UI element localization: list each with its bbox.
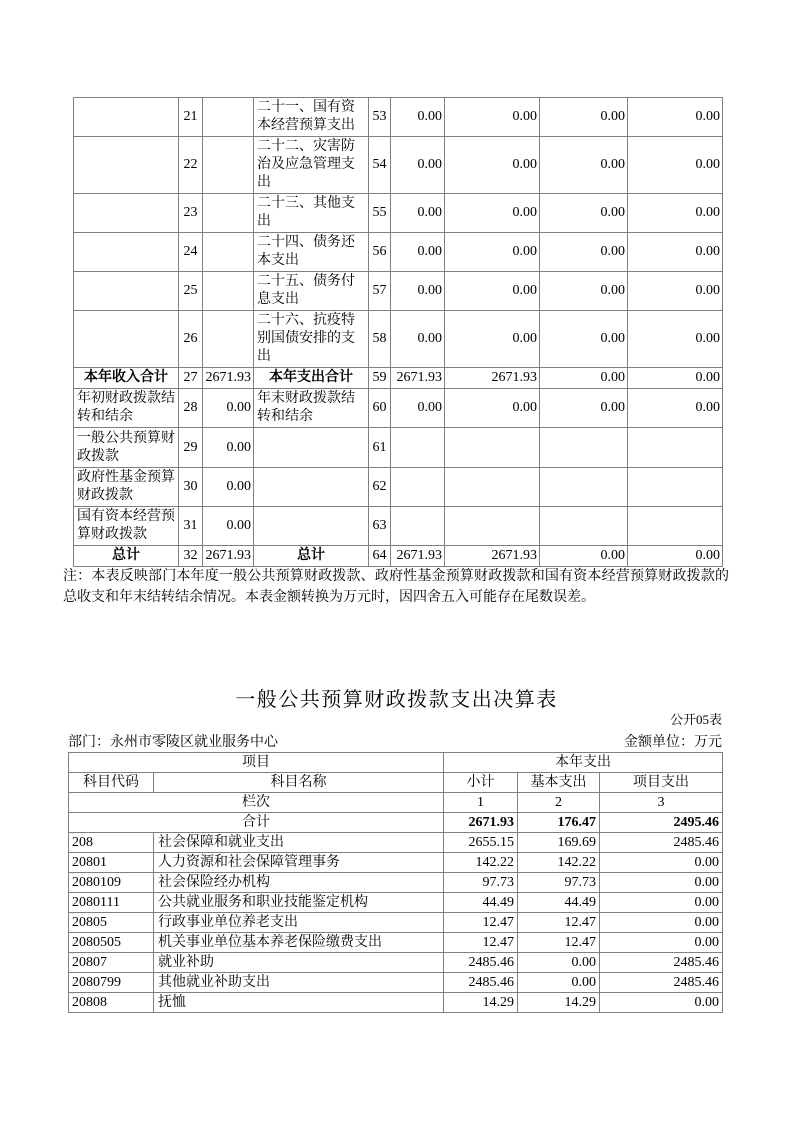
total-income-row: [74, 368, 723, 389]
income-amount-cell: 2671.93: [203, 546, 254, 567]
department-label: 部门：永州市零陵区就业服务中心: [68, 735, 278, 750]
table-row: [69, 913, 723, 933]
expense-line-cell: 61: [369, 428, 391, 468]
basic-header-cell: 基本支出: [518, 773, 600, 793]
total-basic-cell: 176.47: [518, 813, 600, 833]
income-item-cell: [74, 98, 179, 137]
table-row: [74, 311, 723, 368]
general-budget-cell: 0.00: [445, 194, 540, 233]
income-line-cell: 25: [179, 272, 203, 311]
subject-name-cell: 机关事业单位基本养老保险缴费支出: [154, 933, 444, 953]
income-amount-cell: 0.00: [203, 468, 254, 507]
expense-line-cell: 55: [369, 194, 391, 233]
grand-total-row: [74, 546, 723, 567]
expense-item-cell: 二十六、抗疫特别国债安排的支出: [254, 311, 369, 368]
expense-total-cell: 0.00: [391, 194, 445, 233]
govt-fund-cell: 0.00: [540, 233, 628, 272]
general-budget-cell: [445, 507, 540, 546]
expense-line-cell: 56: [369, 233, 391, 272]
expense-total-cell: 2671.93: [391, 546, 445, 567]
table-row: [74, 468, 723, 507]
subject-code-cell: 2080799: [69, 973, 154, 993]
table-row: [69, 933, 723, 953]
income-line-cell: 22: [179, 137, 203, 194]
govt-fund-cell: 0.00: [540, 546, 628, 567]
income-item-cell: 国有资本经营预算财政拨款: [74, 507, 179, 546]
income-amount-cell: 2671.93: [203, 368, 254, 389]
subject-name-cell: 公共就业服务和职业技能鉴定机构: [154, 893, 444, 913]
govt-fund-cell: 0.00: [540, 194, 628, 233]
state-capital-cell: 0.00: [628, 368, 723, 389]
subtotal-cell: 2485.46: [444, 953, 518, 973]
income-amount-cell: [203, 194, 254, 233]
expense-item-cell: 二十四、债务还本支出: [254, 233, 369, 272]
expense-total-cell: 0.00: [391, 233, 445, 272]
expense-total-cell: 2671.93: [391, 368, 445, 389]
govt-fund-cell: 0.00: [540, 272, 628, 311]
state-capital-cell: 0.00: [628, 272, 723, 311]
income-item-cell: [74, 272, 179, 311]
expense-item-cell: [254, 507, 369, 546]
income-item-cell: [74, 311, 179, 368]
subject-name-cell: 抚恤: [154, 993, 444, 1013]
govt-fund-cell: [540, 507, 628, 546]
subject-code-cell: 20801: [69, 853, 154, 873]
table-row: [69, 993, 723, 1013]
expense-total-cell: 0.00: [391, 311, 445, 368]
table-row: [69, 953, 723, 973]
project-cell: 0.00: [600, 993, 723, 1013]
income-line-cell: 29: [179, 428, 203, 468]
state-capital-cell: 0.00: [628, 311, 723, 368]
state-capital-cell: 0.00: [628, 233, 723, 272]
income-item-cell: [74, 137, 179, 194]
income-line-cell: 26: [179, 311, 203, 368]
project-cell: 0.00: [600, 893, 723, 913]
general-budget-cell: 2671.93: [445, 368, 540, 389]
expense-item-cell: 年末财政拨款结转和结余: [254, 389, 369, 428]
subject-name-cell: 行政事业单位养老支出: [154, 913, 444, 933]
income-amount-cell: [203, 137, 254, 194]
subject-name-cell: 就业补助: [154, 953, 444, 973]
table-row: [74, 137, 723, 194]
expense-item-cell: [254, 428, 369, 468]
project-cell: 0.00: [600, 853, 723, 873]
basic-cell: 169.69: [518, 833, 600, 853]
subject-code-cell: 20805: [69, 913, 154, 933]
table-row: [74, 428, 723, 468]
total-subtotal-cell: 2671.93: [444, 813, 518, 833]
income-item-cell: 政府性基金预算财政拨款: [74, 468, 179, 507]
income-amount-cell: 0.00: [203, 389, 254, 428]
subject-name-cell: 社会保障和就业支出: [154, 833, 444, 853]
govt-fund-cell: [540, 428, 628, 468]
total-project-cell: 2495.46: [600, 813, 723, 833]
expense-total-cell: 0.00: [391, 98, 445, 137]
general-budget-cell: 0.00: [445, 311, 540, 368]
basic-cell: 12.47: [518, 933, 600, 953]
name-header-cell: 科目名称: [154, 773, 444, 793]
expense-line-cell: 62: [369, 468, 391, 507]
expense-total-cell: [391, 507, 445, 546]
expense-line-cell: 58: [369, 311, 391, 368]
table-row: [74, 272, 723, 311]
project-cell: 2485.46: [600, 833, 723, 853]
state-capital-cell: [628, 507, 723, 546]
general-budget-cell: 0.00: [445, 389, 540, 428]
subtotal-header-cell: 小计: [444, 773, 518, 793]
income-line-cell: 23: [179, 194, 203, 233]
expense-item-cell: 二十三、其他支出: [254, 194, 369, 233]
subject-code-cell: 2080111: [69, 893, 154, 913]
income-amount-cell: [203, 233, 254, 272]
general-budget-cell: 0.00: [445, 233, 540, 272]
subtotal-cell: 44.49: [444, 893, 518, 913]
table-row: [69, 973, 723, 993]
income-total-label-cell: 本年收入合计: [74, 368, 179, 389]
expense-line-cell: 53: [369, 98, 391, 137]
subtotal-cell: 97.73: [444, 873, 518, 893]
expense-total-cell: [391, 428, 445, 468]
govt-fund-cell: 0.00: [540, 311, 628, 368]
expense-item-cell: 二十一、国有资本经营预算支出: [254, 98, 369, 137]
general-budget-cell: 0.00: [445, 98, 540, 137]
subtotal-cell: 12.47: [444, 933, 518, 953]
income-line-cell: 28: [179, 389, 203, 428]
income-line-cell: 32: [179, 546, 203, 567]
expense-total-cell: [391, 468, 445, 507]
state-capital-cell: 0.00: [628, 389, 723, 428]
basic-cell: 142.22: [518, 853, 600, 873]
govt-fund-cell: 0.00: [540, 98, 628, 137]
total-label-cell: 合计: [69, 813, 444, 833]
table-row: [74, 389, 723, 428]
basic-cell: 97.73: [518, 873, 600, 893]
income-grand-total-label-cell: 总计: [74, 546, 179, 567]
table-row: [74, 233, 723, 272]
basic-cell: 0.00: [518, 953, 600, 973]
project-cell: 2485.46: [600, 953, 723, 973]
expense-line-cell: 64: [369, 546, 391, 567]
income-line-cell: 21: [179, 98, 203, 137]
general-budget-cell: 2671.93: [445, 546, 540, 567]
income-amount-cell: 0.00: [203, 428, 254, 468]
col-index-cell: 1: [444, 793, 518, 813]
total-row: [69, 813, 723, 833]
subject-name-cell: 其他就业补助支出: [154, 973, 444, 993]
income-line-cell: 27: [179, 368, 203, 389]
table-row: [69, 893, 723, 913]
unit-label: 金额单位：万元: [624, 735, 722, 750]
subtotal-cell: 2485.46: [444, 973, 518, 993]
basic-cell: 12.47: [518, 913, 600, 933]
table-row: [74, 507, 723, 546]
expense-total-cell: 0.00: [391, 389, 445, 428]
subtotal-cell: 2655.15: [444, 833, 518, 853]
col-index-cell: 3: [600, 793, 723, 813]
state-capital-cell: 0.00: [628, 546, 723, 567]
table-number: 公开05表: [669, 712, 722, 727]
subtotal-cell: 142.22: [444, 853, 518, 873]
project-header-cell: 项目: [69, 753, 444, 773]
state-capital-cell: 0.00: [628, 194, 723, 233]
expenditure-table-section: [68, 752, 723, 1013]
table-note: 注：本表反映部门本年度一般公共预算财政拨款、政府性基金预算财政拨款和国有资本经营预算财政拨款的总收支和年末结转结余情况。本表金额转换为万元时，因四舍五入可能存在尾数误差。: [63, 569, 729, 605]
table-row: [74, 194, 723, 233]
income-line-cell: 31: [179, 507, 203, 546]
income-item-cell: [74, 233, 179, 272]
project-exp-header-cell: 项目支出: [600, 773, 723, 793]
income-item-cell: 一般公共预算财政拨款: [74, 428, 179, 468]
income-amount-cell: 0.00: [203, 507, 254, 546]
basic-cell: 44.49: [518, 893, 600, 913]
state-capital-cell: 0.00: [628, 137, 723, 194]
basic-cell: 0.00: [518, 973, 600, 993]
expenditure-table: [68, 752, 723, 1013]
expense-line-cell: 57: [369, 272, 391, 311]
subtotal-cell: 12.47: [444, 913, 518, 933]
income-line-cell: 30: [179, 468, 203, 507]
subject-code-cell: 20807: [69, 953, 154, 973]
expense-line-cell: 60: [369, 389, 391, 428]
header-row: [69, 773, 723, 793]
subject-code-cell: 20808: [69, 993, 154, 1013]
balance-table-section: [73, 97, 723, 567]
table-row: [74, 98, 723, 137]
state-capital-cell: [628, 428, 723, 468]
basic-cell: 14.29: [518, 993, 600, 1013]
state-capital-cell: 0.00: [628, 98, 723, 137]
subject-name-cell: 社会保险经办机构: [154, 873, 444, 893]
subject-code-cell: 2080505: [69, 933, 154, 953]
lanci-cell: 栏次: [69, 793, 444, 813]
column-index-row: [69, 793, 723, 813]
expense-item-cell: 二十二、灾害防治及应急管理支出: [254, 137, 369, 194]
income-item-cell: [74, 194, 179, 233]
expense-item-cell: 二十五、债务付息支出: [254, 272, 369, 311]
subject-code-cell: 208: [69, 833, 154, 853]
current-year-header-cell: 本年支出: [444, 753, 723, 773]
income-amount-cell: [203, 98, 254, 137]
table-row: [69, 873, 723, 893]
project-cell: 0.00: [600, 933, 723, 953]
project-cell: 0.00: [600, 913, 723, 933]
govt-fund-cell: 0.00: [540, 137, 628, 194]
expense-line-cell: 54: [369, 137, 391, 194]
page-title: 一般公共预算财政拨款支出决算表: [235, 689, 558, 711]
state-capital-cell: [628, 468, 723, 507]
table-row: [69, 853, 723, 873]
subject-name-cell: 人力资源和社会保障管理事务: [154, 853, 444, 873]
header-row: [69, 753, 723, 773]
general-budget-cell: 0.00: [445, 272, 540, 311]
income-line-cell: 24: [179, 233, 203, 272]
expense-line-cell: 59: [369, 368, 391, 389]
general-budget-cell: [445, 428, 540, 468]
expense-item-cell: [254, 468, 369, 507]
balance-table: [73, 97, 723, 567]
income-amount-cell: [203, 311, 254, 368]
govt-fund-cell: [540, 468, 628, 507]
table-row: [69, 833, 723, 853]
general-budget-cell: [445, 468, 540, 507]
col-index-cell: 2: [518, 793, 600, 813]
income-amount-cell: [203, 272, 254, 311]
expense-line-cell: 63: [369, 507, 391, 546]
expense-total-label-cell: 本年支出合计: [254, 368, 369, 389]
expense-grand-total-label-cell: 总计: [254, 546, 369, 567]
project-cell: 2485.46: [600, 973, 723, 993]
subject-code-cell: 2080109: [69, 873, 154, 893]
code-header-cell: 科目代码: [69, 773, 154, 793]
expense-total-cell: 0.00: [391, 137, 445, 194]
expense-total-cell: 0.00: [391, 272, 445, 311]
subtotal-cell: 14.29: [444, 993, 518, 1013]
govt-fund-cell: 0.00: [540, 368, 628, 389]
general-budget-cell: 0.00: [445, 137, 540, 194]
govt-fund-cell: 0.00: [540, 389, 628, 428]
project-cell: 0.00: [600, 873, 723, 893]
income-item-cell: 年初财政拨款结转和结余: [74, 389, 179, 428]
